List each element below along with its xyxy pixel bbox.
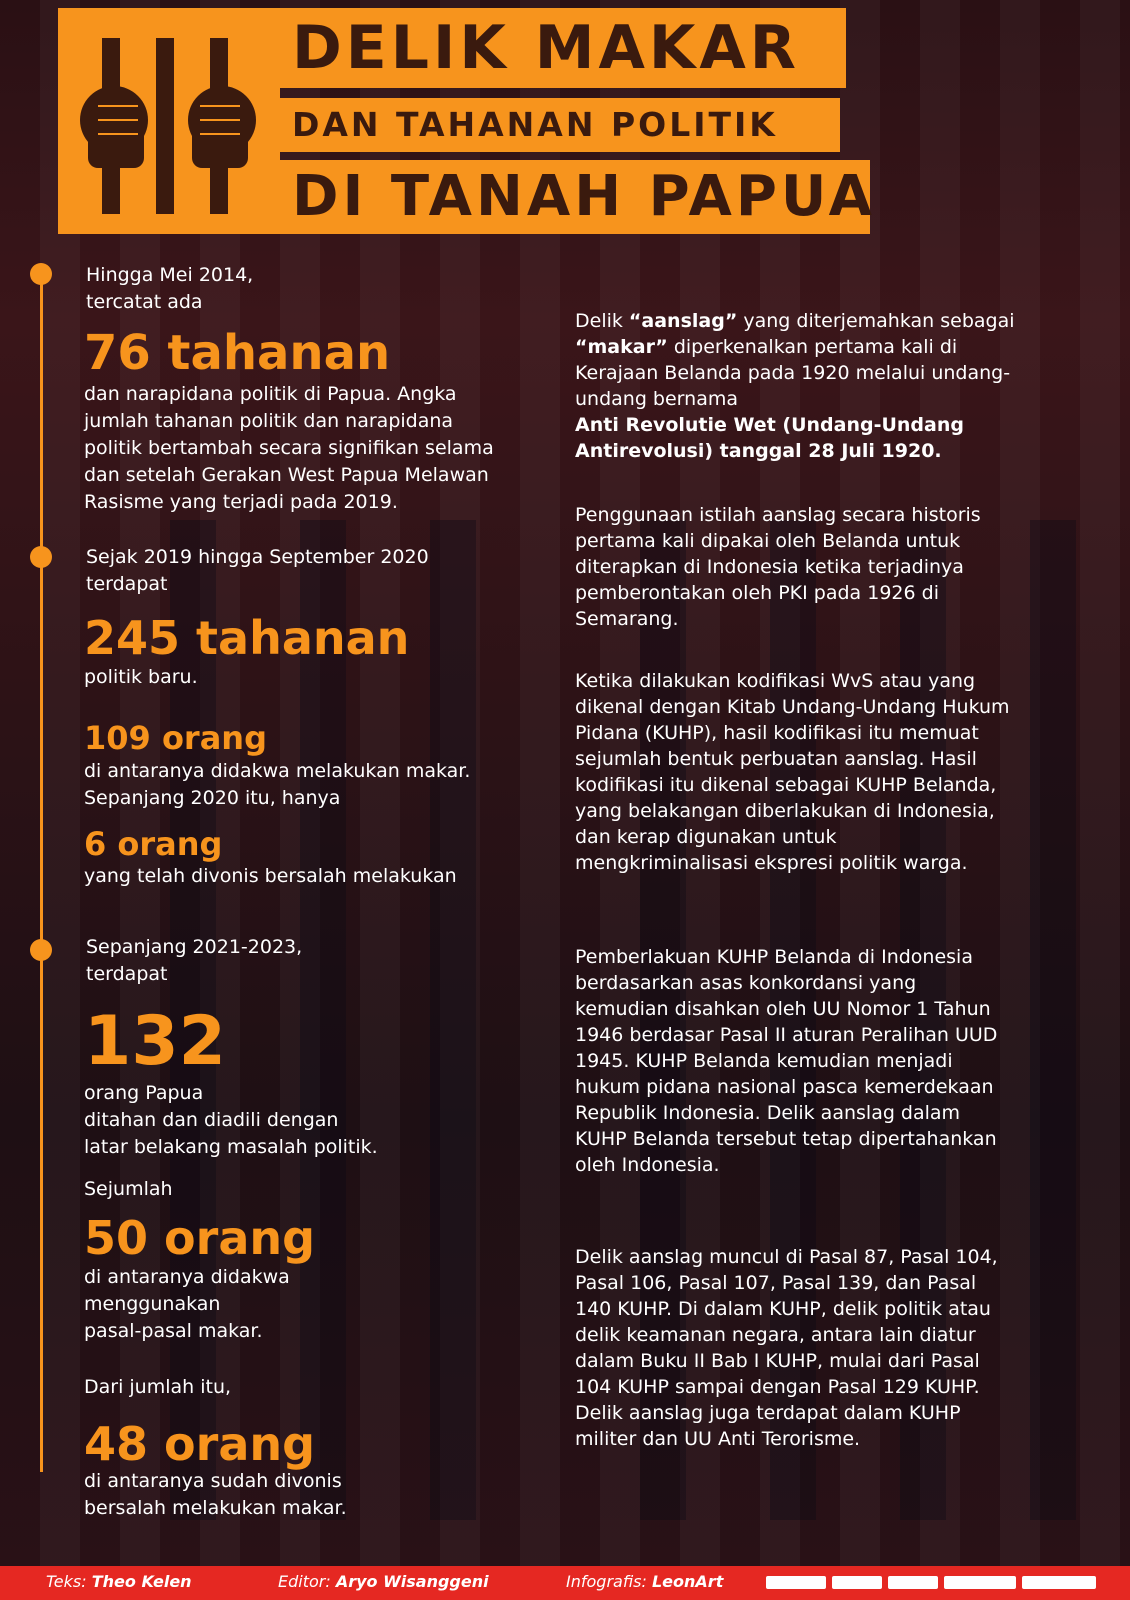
title-line-2: DAN TAHANAN POLITIK [292,105,778,144]
p1-bold-law: Anti Revolutie Wet (Undang-Undang Antirevolusi) tanggal 28 Juli 1920. [575,414,964,462]
right-paragraph-4: Pemberlakuan KUHP Belanda di Indonesia berdasarkan asas konkordansi yang kemudian disahkan oleh UU Nomor 1 Tahun 1946 berdasar Pasal II aturan Peralihan UUD 1945. KUHP Belanda kemudian menjadi hukum pidana nasional pasca kemerdekaan Republik Indonesia. Delik aanslag dalam KUHP Belanda tersebut tetap dipertahankan oleh Indonesia. [575,946,998,1176]
s3-line-3: bersalah melakukan makar. [84,1497,347,1519]
s2-intro-2: terdapat [86,573,168,595]
p1-text-b: yang diterjemahkan sebagai [737,310,1015,332]
prison-bars-fists-icon [58,8,280,234]
s3-line: orang Papua [84,1082,204,1104]
s3-sejumlah: Sejumlah [84,1178,173,1200]
title-line-3: DI TANAH PAPUA [292,164,876,229]
s1-big-number: 76 tahanan [84,325,391,381]
s3-line-2: menggunakan [84,1293,221,1315]
s1-line: dan setelah Gerakan West Papua Melawan [84,464,489,486]
s3-big-number-2: 50 orang [84,1211,316,1265]
teks-value: Theo Kelen [91,1572,192,1591]
s3-line-3: di antaranya sudah divonis [84,1470,342,1492]
timeline-line [40,270,43,1472]
p1-term-makar: “makar” [575,336,668,358]
footer-credit-editor [278,1572,489,1591]
s2-line-2: di antaranya didakwa melakukan makar. [84,760,471,782]
p1-text-c: diperkenalkan pertama kali di Kerajaan Belanda pada 1920 melalui undang-undang bernama [575,336,1011,410]
infografis-value: LeonArt [651,1572,724,1591]
s1-intro-2: tercatat ada [86,291,203,313]
s3-big-number-3: 48 orang [84,1417,316,1471]
youtube-icon[interactable] [766,1576,826,1589]
tiktok-icon[interactable] [1022,1576,1096,1589]
bg-stripe [430,520,476,1520]
instagram-icon[interactable] [888,1576,938,1589]
s3-line-2: pasal-pasal makar. [84,1320,263,1342]
twitter-icon[interactable] [832,1576,882,1589]
editor-label: Editor: [278,1572,331,1591]
s2-big-number: 245 tahanan [84,611,410,665]
s3-dari: Dari jumlah itu, [84,1376,232,1398]
title-line-1: DELIK MAKAR [292,13,801,83]
p1-text-a: Delik [575,310,629,332]
timeline-dot [30,263,52,285]
facebook-icon[interactable] [944,1576,1016,1589]
footer-credit-infografis [566,1572,723,1591]
s2-line-2: Sepanjang 2020 itu, hanya [84,787,341,809]
infografis-label: Infografis: [566,1572,647,1591]
s1-line: Rasisme yang terjadi pada 2019. [84,491,398,513]
timeline-dot [30,546,52,568]
right-paragraph-2: Penggunaan istilah aanslag secara historis pertama kali dipakai oleh Belanda untuk diterapkan di Indonesia ketika terjadinya pemberontakan oleh PKI pada 1926 di Semarang. [575,504,981,630]
s3-big-number: 132 [84,1002,226,1081]
editor-value: Aryo Wisanggeni [335,1572,489,1591]
timeline-dot [30,939,52,961]
right-paragraph-5: Delik aanslag muncul di Pasal 87, Pasal 104, Pasal 106, Pasal 107, Pasal 139, dan Pasal 140 KUHP. Di dalam KUHP, delik politik atau delik keamanan negara, antara lain diatur dalam Buku II Bab I KUHP, mulai dari Pasal 104 KUHP sampai dengan Pasal 129 KUHP. Delik aanslag juga terdapat dalam KUHP militer dan UU Anti Terorisme. [575,1246,998,1450]
footer-credit-text [46,1572,192,1591]
p1-term-aanslag: “aanslag” [628,310,738,332]
s1-line: dan narapidana politik di Papua. Angka [84,383,457,405]
s2-big-number-2: 109 orang [84,719,267,757]
header-logo-box [58,8,280,234]
teks-label: Teks: [46,1572,87,1591]
right-paragraph-1 [575,308,1015,464]
s2-intro-1: Sejak 2019 hingga September 2020 [86,546,429,568]
s3-intro-2: terdapat [86,963,168,985]
s1-line: jumlah tahanan politik dan narapidana [84,410,454,432]
s3-line: latar belakang masalah politik. [84,1136,378,1158]
s1-intro-1: Hingga Mei 2014, [86,264,254,286]
bg-stripe [300,520,346,1520]
bg-stripe [1030,520,1076,1520]
s3-line-2: di antaranya didakwa [84,1266,290,1288]
s2-line-3: yang telah divonis bersalah melakukan [84,865,457,887]
s2-line: politik baru. [84,666,198,688]
s1-line: politik bertambah secara signifikan selama [84,437,494,459]
right-paragraph-3: Ketika dilakukan kodifikasi WvS atau yang dikenal dengan Kitab Undang-Undang Hukum Pidana (KUHP), hasil kodifikasi itu memuat sejumlah bentuk perbuatan aanslag. Hasil kodifikasi itu dikenal sebagai KUHP Belanda, yang belakangan diberlakukan di Indonesia, dan kerap digunakan untuk mengkriminalisasi ekspresi politik warga. [575,670,1010,874]
s2-big-number-3: 6 orang [84,825,223,863]
s3-line: ditahan dan diadili dengan [84,1109,339,1131]
s3-intro-1: Sepanjang 2021-2023, [86,936,303,958]
